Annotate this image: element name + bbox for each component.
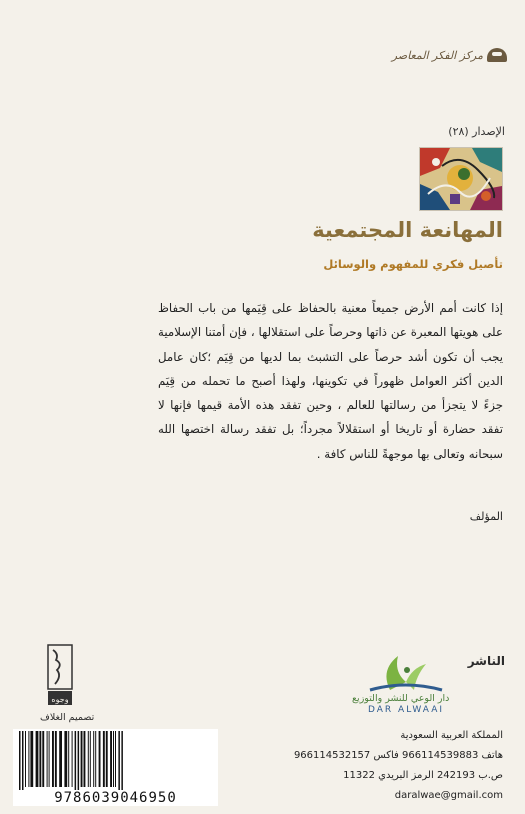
barcode-bar — [90, 731, 91, 787]
barcode-bar — [72, 731, 73, 787]
barcode-bar — [106, 731, 108, 787]
barcode-bar — [55, 731, 57, 787]
barcode-bar — [115, 731, 116, 787]
cover-design-label: تصميم الغلاف — [40, 712, 95, 723]
barcode-bar — [64, 731, 67, 787]
barcode-bar — [52, 731, 54, 787]
publisher-email: daralwae@gmail.com — [394, 790, 503, 801]
barcode-bar — [121, 731, 123, 791]
series-logo-text: مركز الفكر المعاصر — [391, 48, 483, 62]
book-subtitle: تأصيل فكري للمفهوم والوسائل — [323, 257, 503, 271]
author-label: المؤلف — [469, 510, 503, 523]
barcode-bar — [30, 731, 33, 787]
barcode-bar — [75, 731, 77, 791]
barcode-bar — [110, 731, 112, 787]
blurb-text — [158, 296, 503, 466]
barcode-bar — [28, 731, 29, 787]
crescent-book-icon — [487, 48, 507, 62]
blurb-paragraph: إذا كانت أمم الأرض جميعاً معنية بالحفاظ على قِيَمها من باب الحفاظ على هويتها المعبرة عن ذاتها وحرصاً على استقلالها ، فإن أمتنا الإسلامية يجب أن تكون أشد حرصاً على التشبث بما لديها من قِيَم ؛كان عامل الدين أكثر العوامل ظهوراً في تكوينها، ولهذا أصبح ما تحمله من قِيَم جزءً لا يتجزأ من رسالتها للعالم ، وحين تفقد هذه الأمة قيمها فإنها لا تفقد حضارة أو تاريخا أو استقلالاً مجرداً؛ بل تفقد رسالة اختصها الله سبحانه وتعالى بها موجهةً للناس كافة . — [158, 301, 503, 461]
issue-label: الإصدار (٢٨) — [448, 125, 505, 138]
barcode-bar — [88, 731, 89, 787]
book-title: المهانعة المجتمعية — [312, 218, 503, 242]
barcode-bar — [99, 731, 101, 787]
barcode-bar — [81, 731, 83, 787]
publisher-name-en: DAR ALWAAI — [368, 705, 445, 715]
publisher-name-ar: دار الوعي للنشر والتوزيع — [352, 693, 450, 704]
cover-design-logo-text: وجوه — [51, 695, 69, 704]
barcode-bar — [95, 731, 96, 787]
barcode-bar — [78, 731, 80, 791]
publisher-phone: هاتف 966114539883 فاكس 966114532157 — [293, 750, 503, 761]
series-logo — [372, 44, 507, 66]
barcode-bar — [93, 731, 94, 787]
barcode-bar — [47, 731, 48, 787]
barcode-bar — [113, 731, 114, 787]
cover-artwork — [419, 147, 503, 211]
barcode-bar — [25, 731, 26, 787]
barcode-bar — [49, 731, 50, 787]
publisher-pobox: ص.ب 242193 الرمز البريدي 11322 — [343, 770, 503, 781]
publisher-label: الناشر — [467, 654, 505, 668]
barcode-bar — [39, 731, 41, 787]
barcode-bar — [42, 731, 44, 787]
barcode-bar — [22, 731, 24, 791]
cover-design-logo — [47, 644, 73, 706]
barcode-bar — [36, 731, 39, 787]
barcode-bar — [59, 731, 62, 787]
barcode-bar — [19, 731, 21, 791]
isbn-number: 9786039046950 — [13, 790, 218, 806]
barcode-bar — [118, 731, 120, 791]
barcode-bar — [84, 731, 86, 787]
barcode-bar — [68, 731, 69, 787]
barcode-bar — [103, 731, 105, 787]
publisher-country: المملكة العربية السعودية — [400, 730, 503, 741]
